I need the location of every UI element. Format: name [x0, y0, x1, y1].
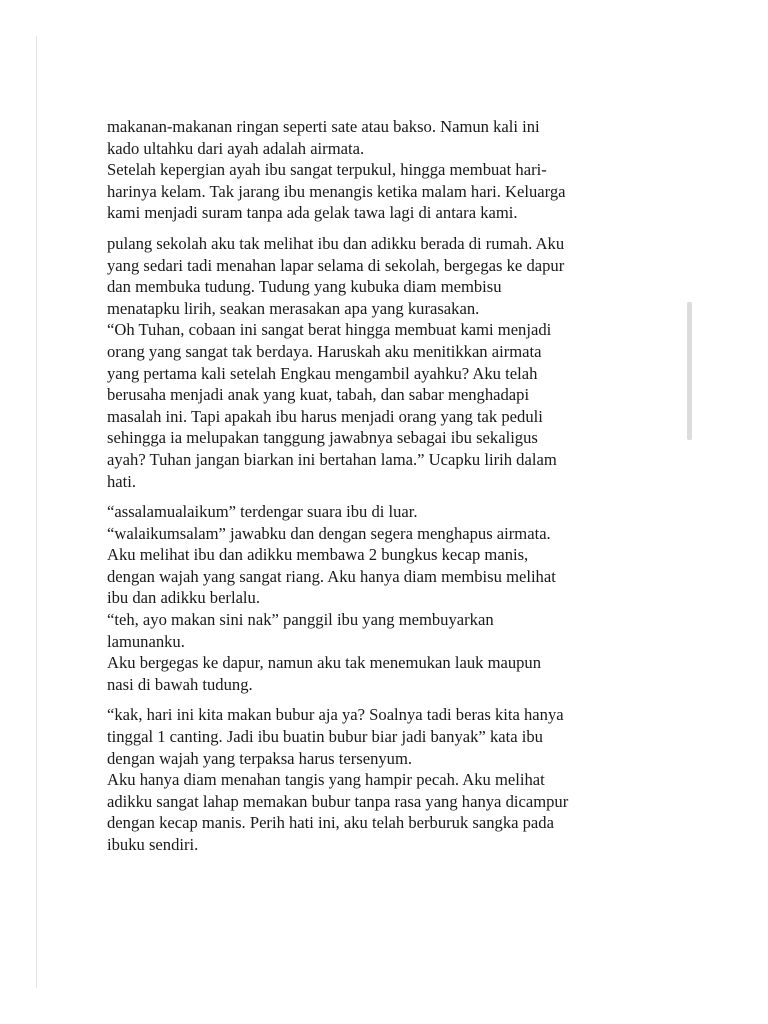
text-line: “walaikumsalam” jawabku dan dengan segera menghapus airmata. [107, 523, 551, 543]
paragraph [107, 704, 627, 855]
text-line: masalah ini. Tapi apakah ibu harus menjadi orang yang tak peduli [107, 406, 543, 426]
paragraph [107, 233, 627, 492]
text-line: harinya kelam. Tak jarang ibu menangis ketika malam hari. Keluarga [107, 181, 566, 201]
text-line: berusaha menjadi anak yang kuat, tabah, dan sabar menghadapi [107, 385, 530, 405]
text-line: Aku hanya diam menahan tangis yang hampir pecah. Aku melihat [107, 770, 545, 790]
text-line: orang yang sangat tak berdaya. Haruskah aku menitikkan airmata [107, 341, 542, 361]
text-line: dengan kecap manis. Perih hati ini, aku telah berburuk sangka pada [107, 813, 554, 833]
text-line: dengan wajah yang sangat riang. Aku hanya diam membisu melihat [107, 566, 556, 586]
scrollbar-thumb[interactable] [687, 302, 692, 440]
text-line: ayah? Tuhan jangan biarkan ini bertahan lama.” Ucapku lirih dalam [107, 449, 557, 469]
text-line: ibuku sendiri. [107, 835, 199, 854]
text-line: nasi di bawah tudung. [107, 674, 253, 694]
paragraph [107, 116, 627, 224]
text-line: pulang sekolah aku tak melihat ibu dan adikku berada di rumah. Aku [107, 233, 565, 253]
text-line: menatapku lirih, seakan merasakan apa yang kurasakan. [107, 298, 480, 318]
text-line: kami menjadi suram tanpa ada gelak tawa lagi di antara kami. [107, 203, 518, 223]
text-line: “Oh Tuhan, cobaan ini sangat berat hingga membuat kami menjadi [107, 320, 552, 340]
text-line: Aku melihat ibu dan adikku membawa 2 bungkus kecap manis, [107, 545, 529, 565]
text-line: “assalamualaikum” terdengar suara ibu di luar. [107, 502, 418, 522]
text-line: kado ultahku dari ayah adalah airmata. [107, 138, 365, 158]
text-line: yang pertama kali setelah Engkau mengambil ayahku? Aku telah [107, 363, 538, 383]
paragraph [107, 501, 627, 695]
text-line: Aku bergegas ke dapur, namun aku tak menemukan lauk maupun [107, 653, 542, 673]
document-body [107, 116, 627, 856]
text-line: hati. [107, 471, 137, 491]
text-line: lamunanku. [107, 631, 185, 651]
text-line: sehingga ia melupakan tanggung jawabnya sebagai ibu sekaligus [107, 428, 538, 448]
text-line: dengan wajah yang terpaksa harus tersenyum. [107, 748, 413, 768]
text-line: adikku sangat lahap memakan bubur tanpa rasa yang hanya dicampur [107, 791, 569, 811]
text-line: ibu dan adikku berlalu. [107, 588, 260, 608]
text-line: “kak, hari ini kita makan bubur aja ya? Soalnya tadi beras kita hanya [107, 705, 564, 725]
text-line: tinggal 1 canting. Jadi ibu buatin bubur biar jadi banyak” kata ibu [107, 727, 543, 747]
text-line: yang sedari tadi menahan lapar selama di sekolah, bergegas ke dapur [107, 255, 565, 275]
page-left-edge [36, 36, 37, 988]
text-line: “teh, ayo makan sini nak” panggil ibu yang membuyarkan [107, 610, 494, 630]
text-line: Setelah kepergian ayah ibu sangat terpukul, hingga membuat hari- [107, 160, 547, 180]
text-line: dan membuka tudung. Tudung yang kubuka diam membisu [107, 277, 502, 297]
text-line: makanan-makanan ringan seperti sate atau bakso. Namun kali ini [107, 117, 540, 136]
